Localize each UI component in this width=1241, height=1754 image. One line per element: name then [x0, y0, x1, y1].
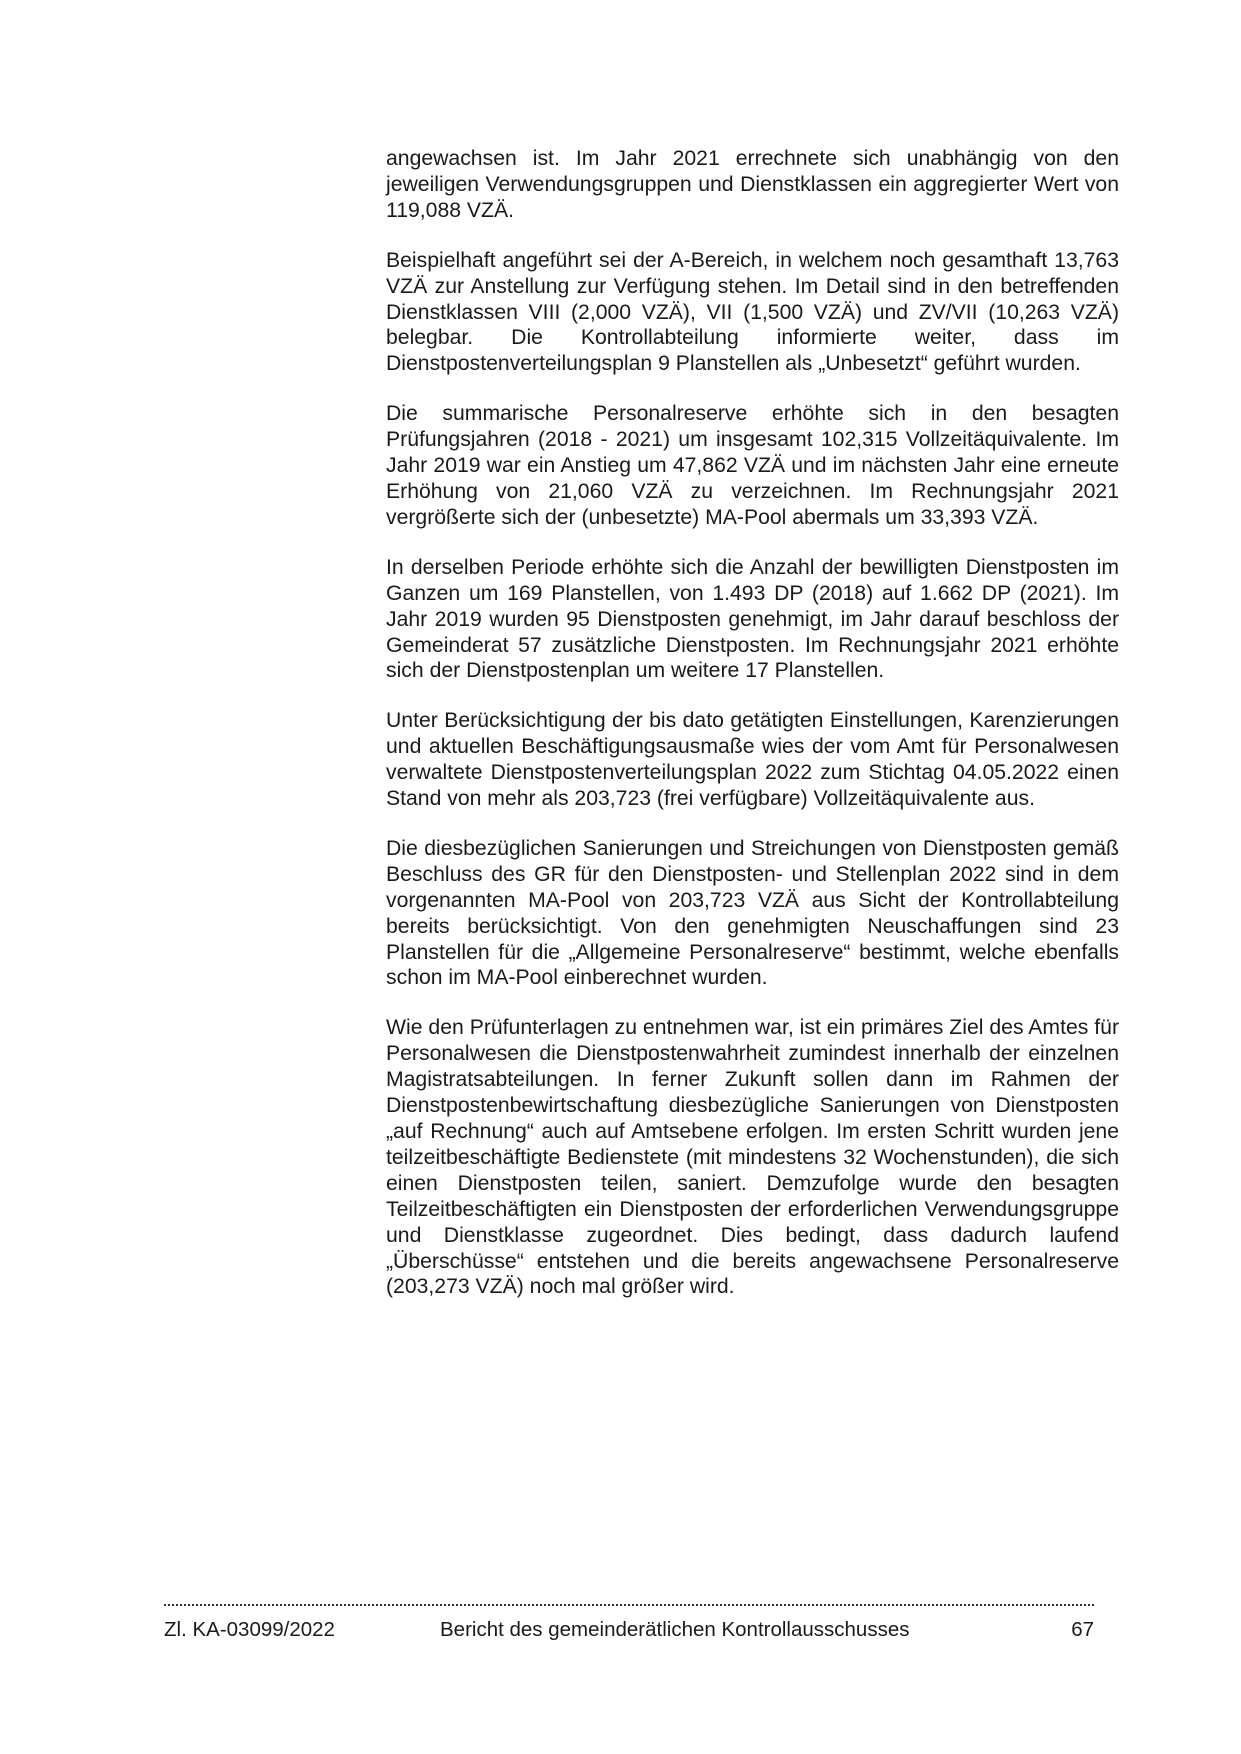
footer-row: [164, 1618, 1094, 1648]
paragraph-2: Beispielhaft angeführt sei der A-Bereich, in welchem noch gesamthaft 13,763 VZÄ zur Anstellung zur Verfügung stehen. Im Detail sind in den betreffenden Dienstklassen VIII (2,000 VZÄ), VII (1,500 VZÄ) und ZV/VII (10,263 VZÄ) belegbar. Die Kontrollabteilung informierte weiter, dass im Dienstpostenverteilungsplan 9 Planstellen als „Unbesetzt“ geführt wurden.: [386, 248, 1119, 376]
paragraph-4: In derselben Periode erhöhte sich die Anzahl der bewilligten Dienstposten im Ganzen um 169 Planstellen, von 1.493 DP (2018) auf 1.662 DP (2021). Im Jahr 2019 wurden 95 Dienstposten genehmigt, im Jahr darauf beschloss der Gemeinderat 57 zusätzliche Dienstposten. Im Rechnungsjahr 2021 erhöhte sich der Dienstpostenplan um weitere 17 Planstellen.: [386, 555, 1119, 683]
footer-divider: [164, 1604, 1094, 1606]
paragraph-7: Wie den Prüfunterlagen zu entnehmen war, ist ein primäres Ziel des Amtes für Personalwesen die Dienstpostenwahrheit zumindest innerhalb der einzelnen Magistratsabteilungen. In ferner Zukunft sollen dann im Rahmen der Dienstpostenbewirtschaftung diesbezügliche Sanierungen von Dienstposten „auf Rechnung“ auch auf Amtsebene erfolgen. Im ersten Schritt wurden jene teilzeitbeschäftigte Bedienstete (mit mindestens 32 Wochenstunden), die sich einen Dienstposten teilen, saniert. Demzufolge wurde den besagten Teilzeitbeschäftigten ein Dienstposten der erforderlichen Verwendungsgruppe und Dienstklasse zugeordnet. Dies bedingt, dass dadurch laufend „Überschüsse“ entstehen und die bereits angewachsene Personalreserve (203,273 VZÄ) noch mal größer wird.: [386, 1016, 1119, 1299]
footer-title: Bericht des gemeinderätlichen Kontrollausschusses: [440, 1618, 910, 1641]
page-number: 67: [1071, 1618, 1094, 1641]
paragraph-6: Die diesbezüglichen Sanierungen und Streichungen von Dienstposten gemäß Beschluss des GR für den Dienstposten- und Stellenplan 2022 sind in dem vorgenannten MA-Pool von 203,723 VZÄ aus Sicht der Kontrollabteilung bereits berücksichtigt. Von den genehmigten Neuschaffungen sind 23 Planstellen für die „Allgemeine Personalreserve“ bestimmt, welche ebenfalls schon im MA-Pool einberechnet wurden.: [386, 836, 1119, 990]
body-text: [386, 146, 1119, 1324]
page-footer: [164, 1604, 1094, 1648]
paragraph-3: Die summarische Personalreserve erhöhte sich in den besagten Prüfungsjahren (2018 - 2021) um insgesamt 102,315 Vollzeitäquivalente. Im Jahr 2019 war ein Anstieg um 47,862 VZÄ und im nächsten Jahr eine erneute Erhöhung von 21,060 VZÄ zu verzeichnen. Im Rechnungsjahr 2021 vergrößerte sich der (unbesetzte) MA-Pool abermals um 33,393 VZÄ.: [386, 402, 1119, 529]
paragraph-5: Unter Berücksichtigung der bis dato getätigten Einstellungen, Karenzierungen und aktuellen Beschäftigungsausmaße wies der vom Amt für Personalwesen verwaltete Dienstpostenverteilungsplan 2022 zum Stichtag 04.05.2022 einen Stand von mehr als 203,723 (frei verfügbare) Vollzeitäquivalente aus.: [386, 709, 1119, 811]
paragraph-1: angewachsen ist. Im Jahr 2021 errechnete sich unabhängig von den jeweiligen Verwendungsgruppen und Dienstklassen ein aggregierter Wert von 119,088 VZÄ.: [386, 147, 1119, 222]
footer-reference: Zl. KA-03099/2022: [164, 1618, 335, 1641]
